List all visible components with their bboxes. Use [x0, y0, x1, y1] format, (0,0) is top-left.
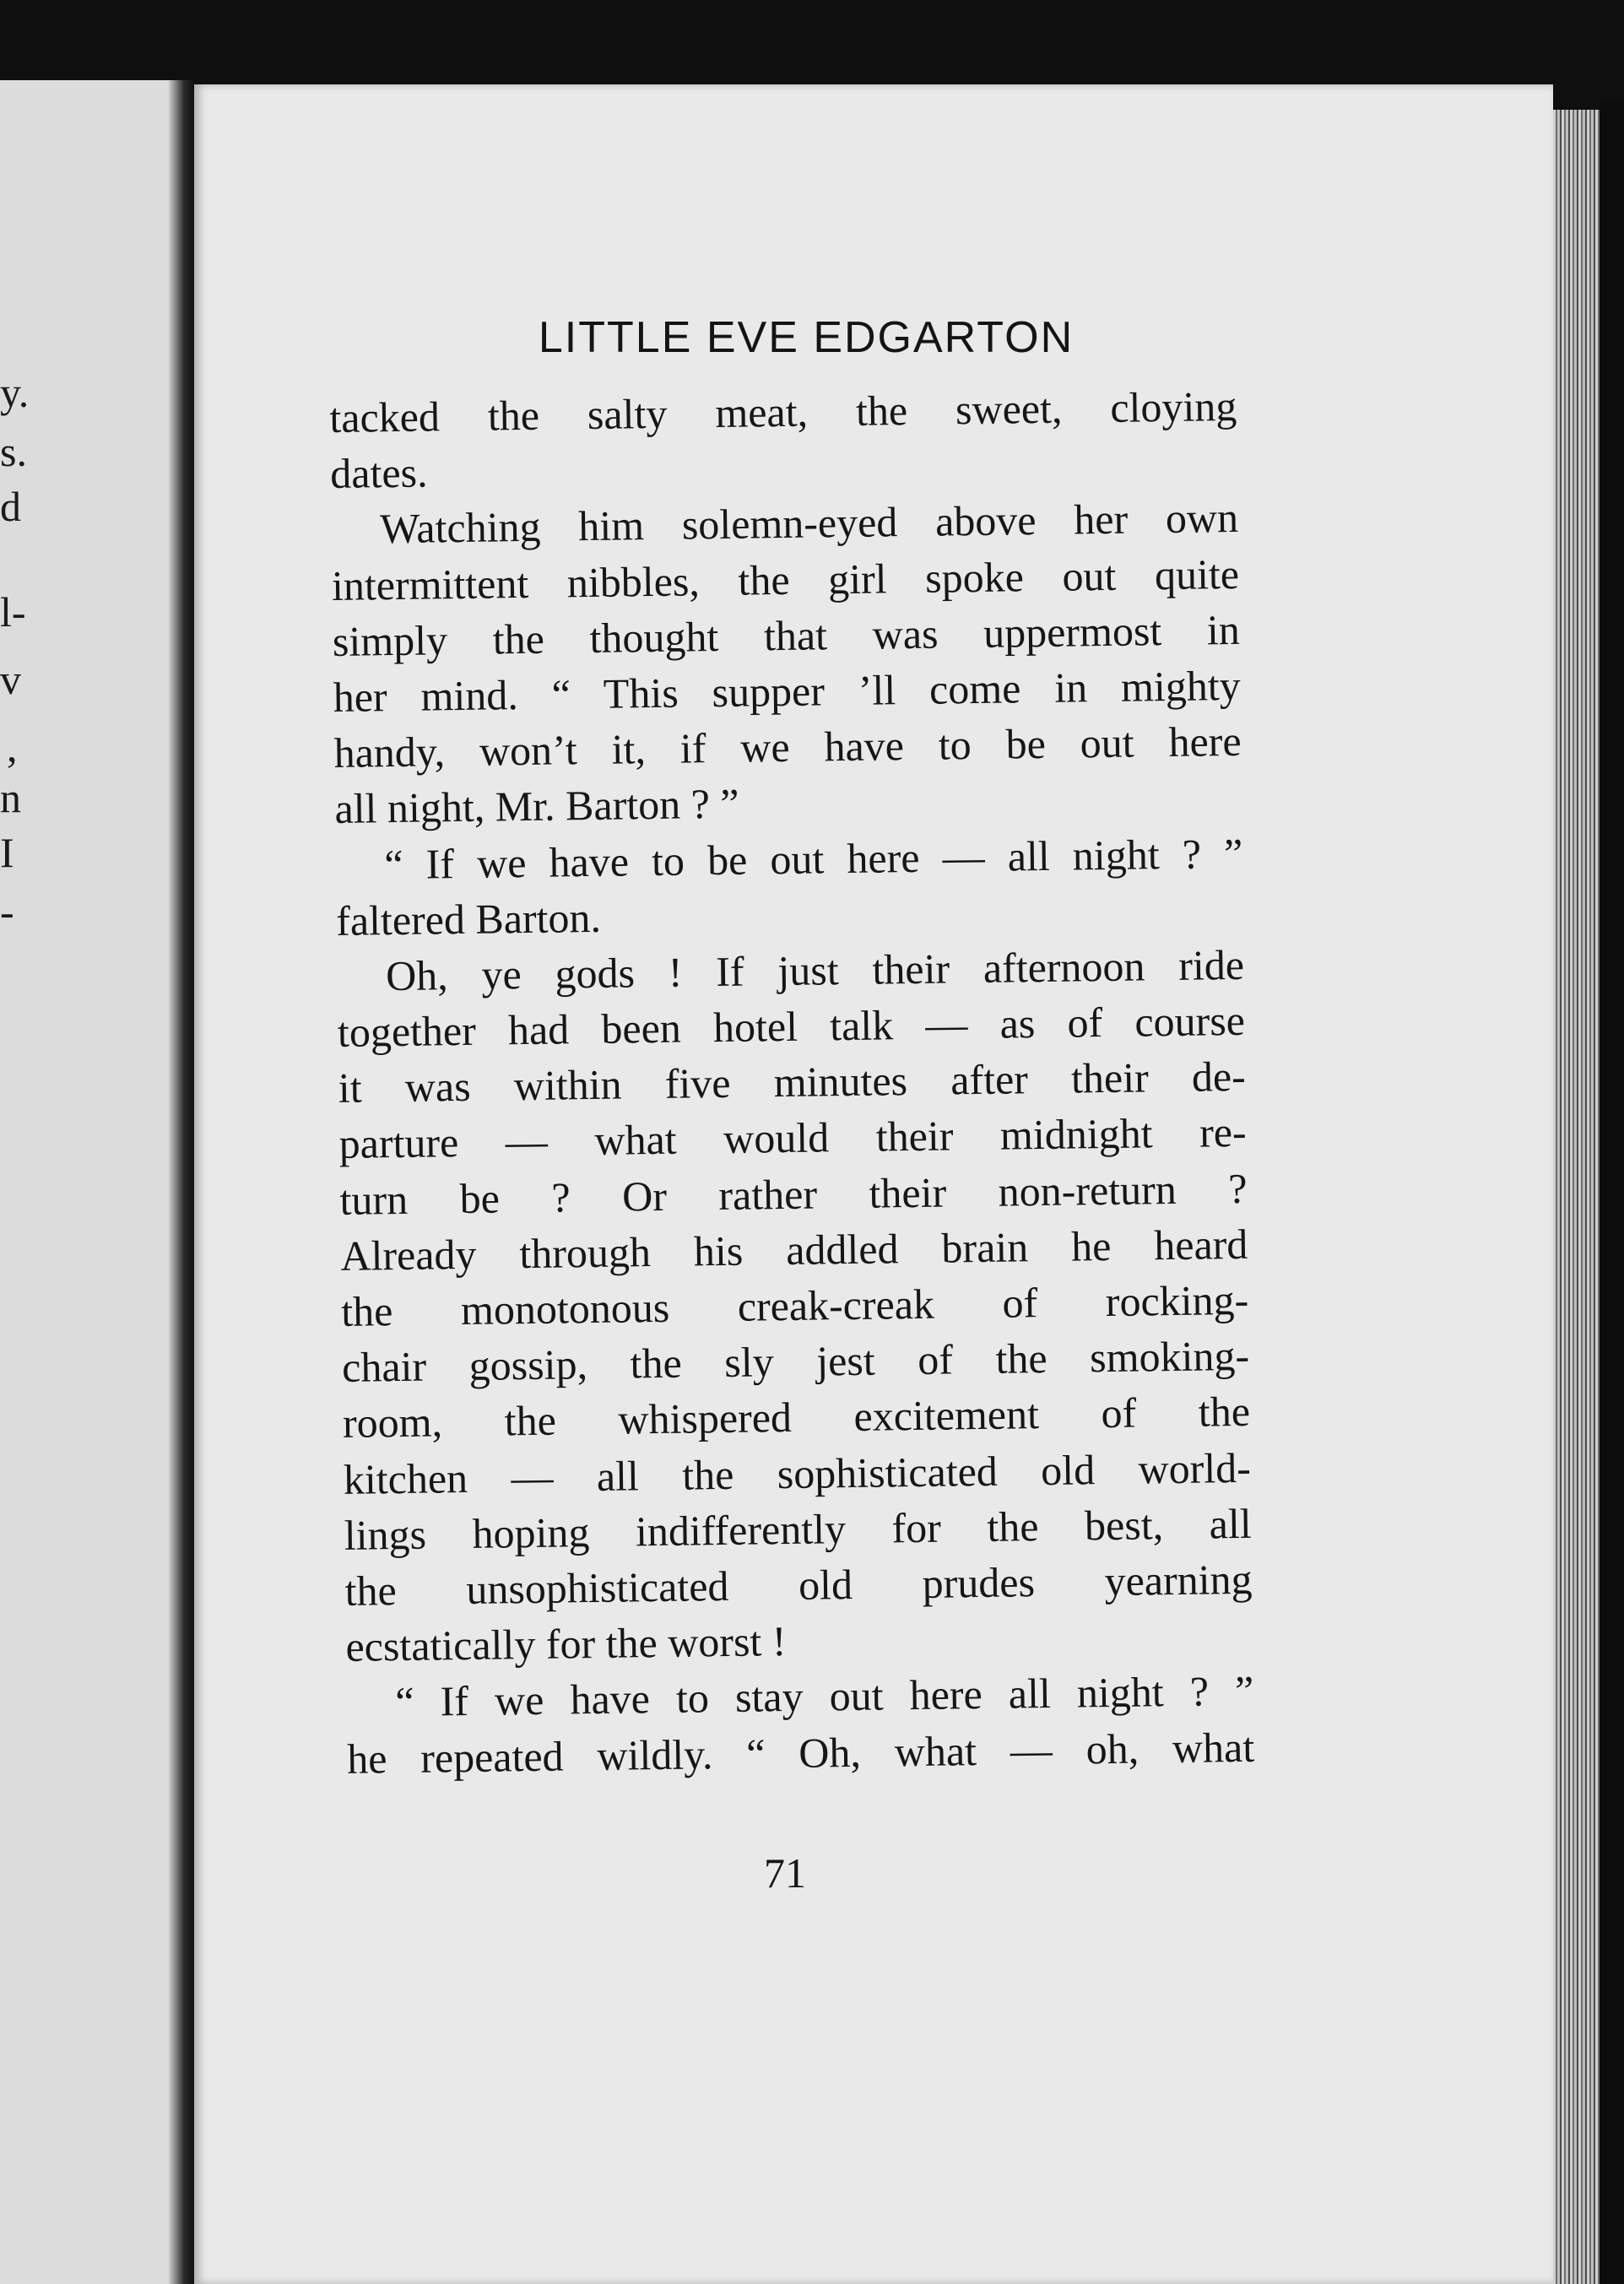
previous-page-fragment: ,: [7, 723, 18, 771]
text-line: handy, won’t it, if we have to be out here: [333, 717, 1242, 777]
text-line: chair gossip, the sly jest of the smoking-: [341, 1332, 1250, 1392]
text-line: tacked the salty meat, the sweet, cloying: [329, 382, 1237, 441]
text-line: ecstatically for the worst !: [345, 1617, 787, 1670]
previous-page-fragment: n: [0, 774, 21, 821]
text-line: her mind. “ This supper ’ll come in mighty: [333, 661, 1242, 721]
text-line: the unsophisticated old prudes yearning: [344, 1555, 1253, 1615]
text-line: Oh, ye gods ! If just their afternoon ride: [385, 940, 1245, 1000]
text-line: intermittent nibbles, the girl spoke out quite: [331, 549, 1240, 609]
text-line: it was within five minutes after their de-: [338, 1053, 1247, 1112]
text-line: all night, Mr. Barton ? ”: [334, 780, 739, 833]
previous-page-fragment: -: [0, 888, 14, 935]
text-line: he repeated wildly. “ Oh, what — oh, what: [346, 1723, 1255, 1783]
text-line: Already through his addled brain he heard: [340, 1220, 1248, 1280]
previous-page-fragment: s.: [0, 428, 27, 475]
previous-page-fragment: I: [0, 829, 14, 876]
text-line: the monotonous creak-creak of rocking-: [340, 1275, 1249, 1335]
previous-page-fragment: y.: [0, 369, 30, 416]
text-line: simply the thought that was uppermost in: [332, 605, 1241, 665]
text-line: room, the whispered excitement of the: [342, 1388, 1251, 1448]
text-line: faltered Barton.: [335, 893, 602, 944]
body-text: [329, 378, 1255, 1787]
text-line: Watching him solemn-eyed above her own: [379, 494, 1239, 553]
running-head: LITTLE EVE EDGARTON: [538, 313, 1075, 362]
text-line: together had been hotel talk — as of course: [337, 996, 1246, 1056]
text-line: “ If we have to be out here — all night ? ”: [383, 829, 1243, 888]
text-line: kitchen — all the sophisticated old world-: [343, 1443, 1252, 1503]
page-edges-stack: [1553, 110, 1604, 2284]
page-number: 71: [764, 1849, 806, 1897]
previous-page-fragment: l-: [0, 588, 26, 636]
text-line: “ If we have to stay out here all night ? ”: [394, 1667, 1254, 1726]
text-line: dates.: [329, 448, 428, 498]
previous-page-fragment: d: [0, 483, 21, 530]
text-line: turn be ? Or rather their non-return ?: [339, 1164, 1248, 1224]
text-line: parture — what would their midnight re-: [338, 1108, 1247, 1168]
text-line: lings hoping indifferently for the best, all: [344, 1499, 1253, 1559]
page-edges-shadow: [1600, 101, 1624, 2284]
page-gutter: [169, 80, 194, 2284]
previous-page-fragment: v: [0, 656, 21, 703]
